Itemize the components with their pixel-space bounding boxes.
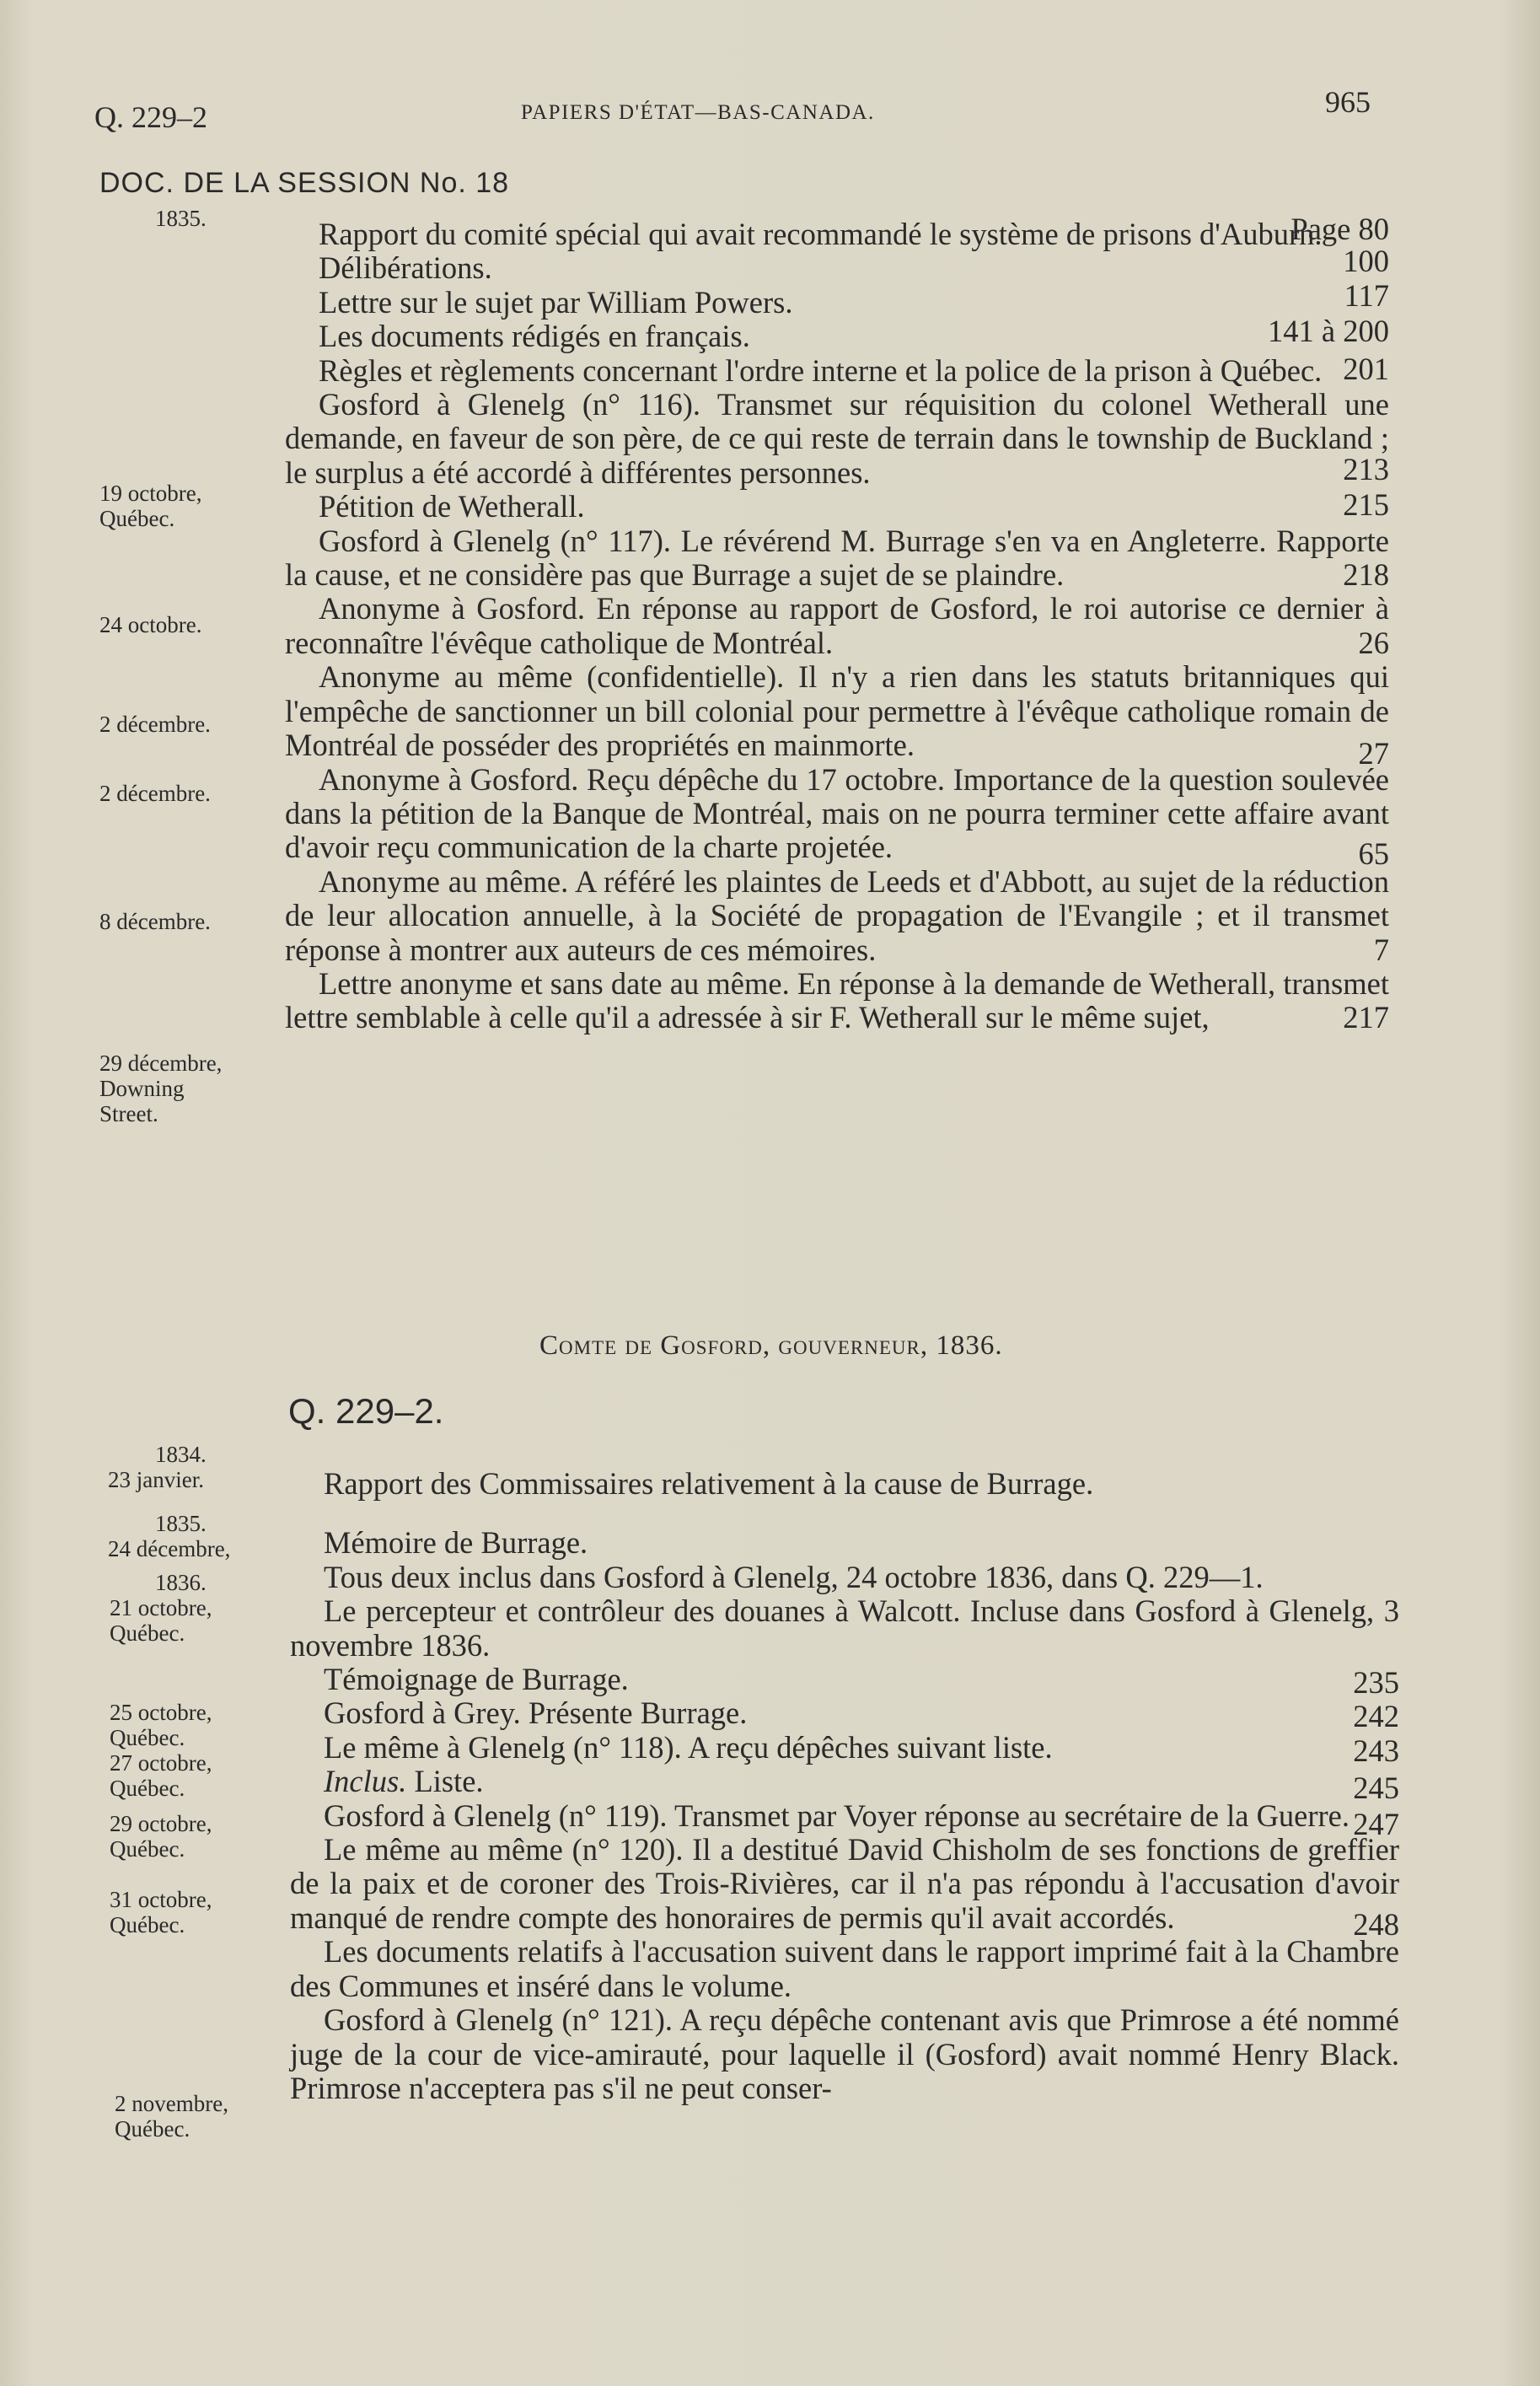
margin-date: 25 octobre, Québec. [110,1700,212,1750]
margin-date: 19 octobre, Québec. [99,481,202,531]
margin-date: 2 décembre. [99,781,211,806]
list-item: Règles et règlements concernant l'ordre interne et la police de la prison à Québec. 201 [319,351,1389,388]
margin-date: 31 octobre, Québec. [110,1887,212,1937]
list-item: Gosford à Glenelg (n° 121). A reçu dépêche contenant avis que Primrose a été nommé juge de la cour de vice-amirauté, pour laquelle il (Gosford) avait nommé Henry Black. Primrose n'acceptera pas s'il ne peut conser- [290,2002,1399,2105]
list-item: Gosford à Glenelg (n° 117). Le révérend M. Burrage s'en va en Angleterre. Rapporte la cause, et ne considère pas que Burrage a sujet de se plaindre. 218 [285,523,1389,593]
list-item: Inclus. Liste. 245 [324,1764,1399,1806]
entries-part-2 [290,1467,1399,2105]
list-item: Tous deux inclus dans Gosford à Glenelg, 24 octobre 1836, dans Q. 229—1. [324,1559,1264,1594]
entries-part-1 [285,212,1389,1035]
list-item: Anonyme à Gosford. En réponse au rapport de Gosford, le roi autorise ce dernier à reconnaître l'évêque catholique de Montréal. 26 [285,591,1389,660]
session-document-label: DOC. DE LA SESSION No. 18 [99,167,510,199]
volume-reference: Q. 229–2 [94,100,207,134]
list-item: Le même au même (n° 120). Il a destitué David Chisholm de ses fonctions de greffier de la paix et de coroner des Trois-Rivières, car il n'a pas répondu à l'accusation d'avoir manqué de rendre compte des honoraires de permis qu'il avait accordés. 248 [290,1832,1399,1942]
page-number: 965 [1325,85,1371,119]
margin-date: 29 octobre, Québec. [110,1811,212,1862]
list-item: Gosford à Glenelg (n° 116). Transmet sur réquisition du colonel Wetherall une demande, en faveur de son père, de ce qui reste de terrain dans le township de Buckland ; le surplus a été accordé à différentes personnes. 213 [285,387,1389,490]
margin-date: 27 octobre, Québec. [110,1750,212,1801]
margin-date: 24 octobre. [99,612,202,637]
margin-date: 2 novembre, Québec. [115,2091,228,2141]
list-item: Le même à Glenelg (n° 118). A reçu dépêches suivant liste. 243 [324,1729,1399,1768]
list-item: Anonyme au même. A référé les plaintes de Leeds et d'Abbott, au sujet de la réduction de leur allocation annuelle, à la Société de propagation de l'Evangile ; et il transmet réponse à montrer aux auteurs de ces mémoires. 7 [285,863,1389,967]
list-item: Délibérations. 100 [319,244,1389,286]
margin-date: 2 décembre. [99,712,211,737]
list-item: Mémoire de Burrage. [324,1525,588,1561]
list-item: Pétition de Wetherall. 215 [319,487,1389,524]
list-item: Les documents relatifs à l'accusation suivent dans le rapport imprimé fait à la Chambre des Communes et inséré dans le volume. [290,1934,1399,2003]
margin-date: 23 janvier. [108,1467,204,1492]
list-item: Témoignage de Burrage. 235 [324,1662,1399,1701]
margin-date: 1835. [155,1511,207,1536]
list-item: Lettre sur le sujet par William Powers. 117 [319,277,1389,320]
list-item: Gosford à Grey. Présente Burrage. 242 [324,1695,1399,1734]
margin-date: 24 décembre, [108,1536,231,1561]
list-item: Rapport des Commissaires relativement à la cause de Burrage. [324,1466,1094,1501]
margin-year: 1835. [155,206,207,231]
list-item: Anonyme au même (confidentielle). Il n'y a rien dans les statuts britanniques qui l'empêche de sanctionner un bill colonial pour permettre à l'évêque catholique romain de Montréal de posséder des propriétés en mainmorte. 27 [285,659,1389,771]
volume-heading: Q. 229–2. [288,1391,444,1431]
list-item: Rapport du comité spécial qui avait recommandé le système de prisons d'Auburn. Page 80 [319,212,1389,251]
margin-date: 1836. [155,1570,207,1595]
margin-date: 8 décembre. [99,909,211,934]
running-title: PAPIERS D'ÉTAT—BAS-CANADA. [521,101,875,124]
margin-date: 21 octobre, Québec. [110,1595,212,1646]
margin-date: 1834. [155,1442,207,1467]
list-item: Lettre anonyme et sans date au même. En réponse à la demande de Wetherall, transmet lettre semblable à celle qu'il a adressée à sir F. Wetherall sur le même sujet, 217 [285,965,1389,1035]
margin-date: 29 décembre, Downing Street. [99,1051,223,1126]
list-item: Anonyme à Gosford. Reçu dépêche du 17 octobre. Importance de la question soulevée dans la pétition de la Banque de Montréal, mais on ne pourra terminer cette affaire avant d'avoir reçu communication de la charte projetée. 65 [285,761,1389,872]
list-item: Le percepteur et contrôleur des douanes à Walcott. Incluse dans Gosford à Glenelg, 3 novembre 1836. [290,1593,1399,1663]
list-item: Gosford à Glenelg (n° 119). Transmet par Voyer réponse au secrétaire de la Guerre. 247 [324,1798,1399,1841]
list-item: Les documents rédigés en français. 141 à 200 [319,314,1389,354]
section-title: Comte de Gosford, gouverneur, 1836. [539,1330,1003,1361]
